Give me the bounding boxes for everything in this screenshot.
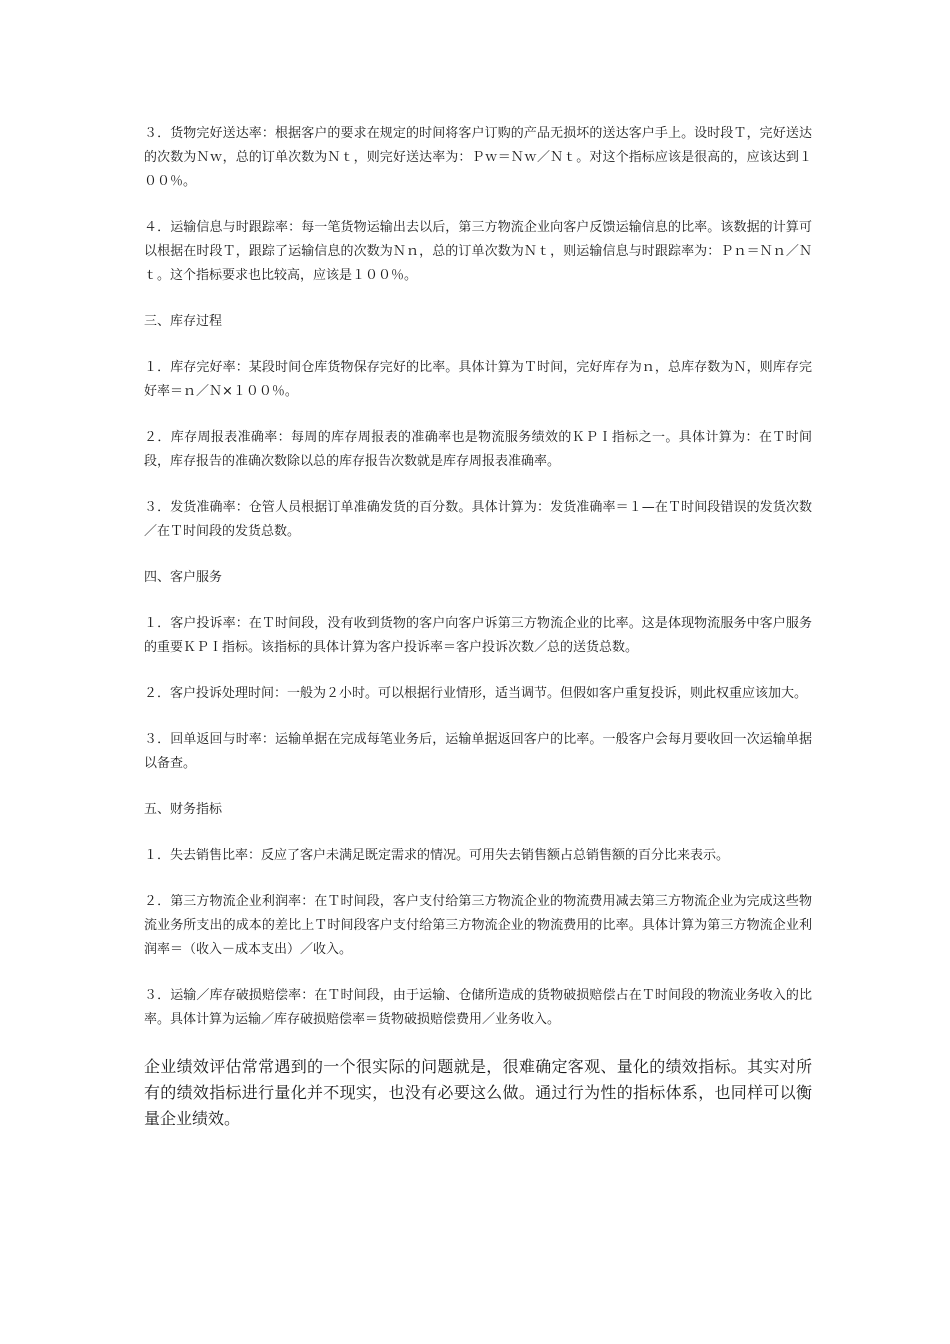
paragraph-inventory-intact-rate: １．库存完好率：某段时间仓库货物保存完好的比率。具体计算为Ｔ时间，完好库存为ｎ，总库存数为Ｎ，则库存完好率＝ｎ／Ｎ×１００％。 (144, 360, 812, 399)
document-body (144, 122, 812, 1132)
paragraph-delivery-rate: ３．货物完好送达率：根据客户的要求在规定的时间将客户订购的产品无损坏的送达客户手上。设时段Ｔ，完好送达的次数为Ｎｗ，总的订单次数为Ｎｔ，则完好送达率为：Ｐｗ＝Ｎｗ／Ｎｔ。对这个指标应该是很高的，应该达到１００％。 (144, 126, 812, 189)
paragraph-weekly-report-accuracy: ２．库存周报表准确率：每周的库存周报表的准确率也是物流服务绩效的ＫＰＩ指标之一。具体计算为：在Ｔ时间段，库存报告的准确次数除以总的库存报告次数就是库存周报表准确率。 (144, 430, 812, 469)
paragraph-damage-compensation-rate: ３．运输／库存破损赔偿率：在Ｔ时间段，由于运输、仓储所造成的货物破损赔偿占在Ｔ时间段的物流业务收入的比率。具体计算为运输／库存破损赔偿率＝货物破损赔偿费用／业务收入。 (144, 988, 812, 1027)
section-heading-inventory: 三、库存过程 (144, 314, 223, 329)
section-heading-customer-service: 四、客户服务 (144, 570, 223, 585)
closing-paragraph: 企业绩效评估常常遇到的一个很实际的问题就是，很难确定客观、量化的绩效指标。其实对所有的绩效指标进行量化并不现实，也没有必要这么做。通过行为性的指标体系，也同样可以衡量企业绩效。 (144, 1057, 812, 1128)
paragraph-tracking-rate: ４．运输信息与时跟踪率：每一笔货物运输出去以后，第三方物流企业向客户反馈运输信息的比率。该数据的计算可以根据在时段Ｔ，跟踪了运输信息的次数为Ｎｎ，总的订单次数为Ｎｔ，则运输信息与时跟踪率为：Ｐｎ＝Ｎｎ／Ｎｔ。这个指标要求也比较高，应该是１００％。 (144, 220, 812, 283)
paragraph-receipt-return-rate: ３．回单返回与时率：运输单据在完成每笔业务后，运输单据返回客户的比率。一般客户会每月要收回一次运输单据以备查。 (144, 732, 812, 771)
paragraph-lost-sales-ratio: １．失去销售比率：反应了客户未满足既定需求的情况。可用失去销售额占总销售额的百分比来表示。 (144, 848, 730, 863)
paragraph-shipping-accuracy: ３．发货准确率：仓管人员根据订单准确发货的百分数。具体计算为：发货准确率＝１—在Ｔ时间段错误的发货次数／在Ｔ时间段的发货总数。 (144, 500, 812, 539)
paragraph-complaint-rate: １．客户投诉率：在Ｔ时间段，没有收到货物的客户向客户诉第三方物流企业的比率。这是体现物流服务中客户服务的重要ＫＰＩ指标。该指标的具体计算为客户投诉率＝客户投诉次数／总的送货总数。 (144, 616, 812, 655)
paragraph-complaint-handling-time: ２．客户投诉处理时间：一般为２小时。可以根据行业情形，适当调节。但假如客户重复投诉，则此权重应该加大。 (144, 686, 808, 701)
section-heading-finance: 五、财务指标 (144, 802, 223, 817)
paragraph-profit-margin: ２．第三方物流企业利润率：在Ｔ时间段，客户支付给第三方物流企业的物流费用减去第三方物流企业为完成这些物流业务所支出的成本的差比上Ｔ时间段客户支付给第三方物流企业的物流费用的比率。具体计算为第三方物流企业利润率＝（收入－成本支出）／收入。 (144, 894, 812, 957)
